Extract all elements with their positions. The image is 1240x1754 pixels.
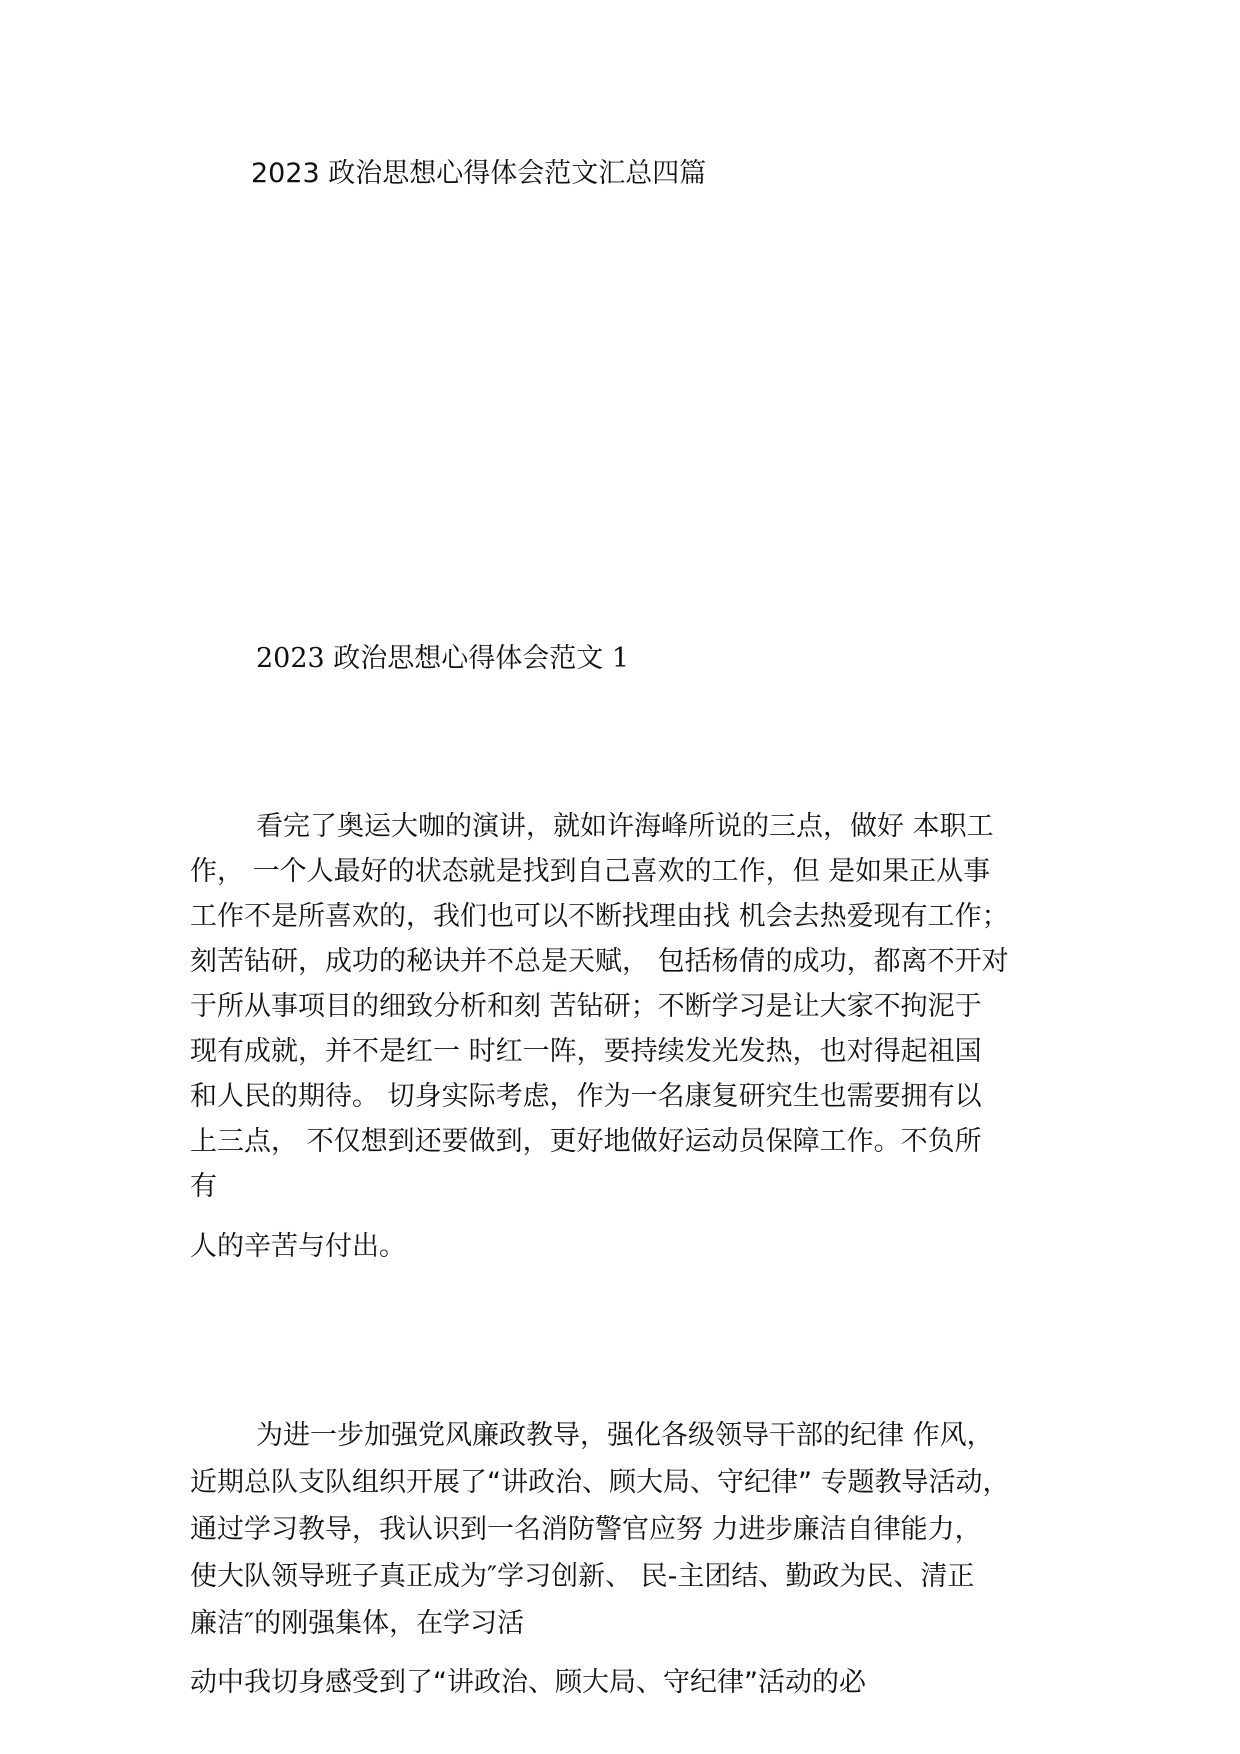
paragraph-1-line: 和人民的期待。 切身实际考虑，作为一名康复研究生也需要拥有以 (190, 1081, 982, 1112)
section-title: 2023 政治思想心得体会范文 1 (256, 643, 630, 674)
paragraph-1-line: 于所从事项目的细致分析和刻 苦钻研；不断学习是让大家不拘泥于 (190, 991, 982, 1022)
paragraph-1-tail (190, 1224, 1070, 1269)
paragraph-1-line: 上三点， 不仅想到还要做到，更好地做好运动员保障工作。不负所 (190, 1126, 982, 1157)
paragraph-2-line: 为进一步加强党风廉政教导，强化各级领导干部的纪律 作风， (256, 1420, 994, 1451)
paragraph-2 (190, 1412, 1070, 1647)
paragraph-1-line: 看完了奥运大咖的演讲，就如许海峰所说的三点，做好 本职工 (256, 811, 994, 842)
paragraph-2-tail (190, 1660, 1070, 1705)
paragraph-2-tail-line: 动中我切身感受到了“讲政治、顾大局、守纪律”活动的必 (190, 1667, 866, 1698)
paragraph-1-line: 工作不是所喜欢的，我们也可以不断找理由找 机会去热爱现有工作； (190, 901, 1009, 932)
paragraph-1-line: 有 (190, 1171, 217, 1202)
document-title: 2023 政治思想心得体会范文汇总四篇 (251, 158, 707, 189)
paragraph-1-line: 作， 一个人最好的状态就是找到自己喜欢的工作，但 是如果正从事 (190, 856, 991, 887)
paragraph-1-line: 刻苦钻研，成功的秘诀并不总是天赋， 包括杨倩的成功，都离不开对 (190, 946, 1009, 977)
paragraph-1-line: 现有成就，并不是红一 时红一阵，要持续发光发热，也对得起祖国 (190, 1036, 982, 1067)
paragraph-2-line: 近期总队支队组织开展了“讲政治、顾大局、守纪律” 专题教导活动， (190, 1467, 1010, 1498)
paragraph-2-line: 廉洁″的刚强集体，在学习活 (190, 1608, 525, 1639)
paragraph-1 (190, 804, 1070, 1209)
paragraph-2-line: 通过学习教导，我认识到一名消防警官应努 力进步廉洁自律能力， (190, 1514, 982, 1545)
paragraph-1-tail-line: 人的辛苦与付出。 (190, 1231, 406, 1262)
paragraph-2-line: 使大队领导班子真正成为″学习创新、 民-主团结、勤政为民、清正 (190, 1561, 975, 1592)
